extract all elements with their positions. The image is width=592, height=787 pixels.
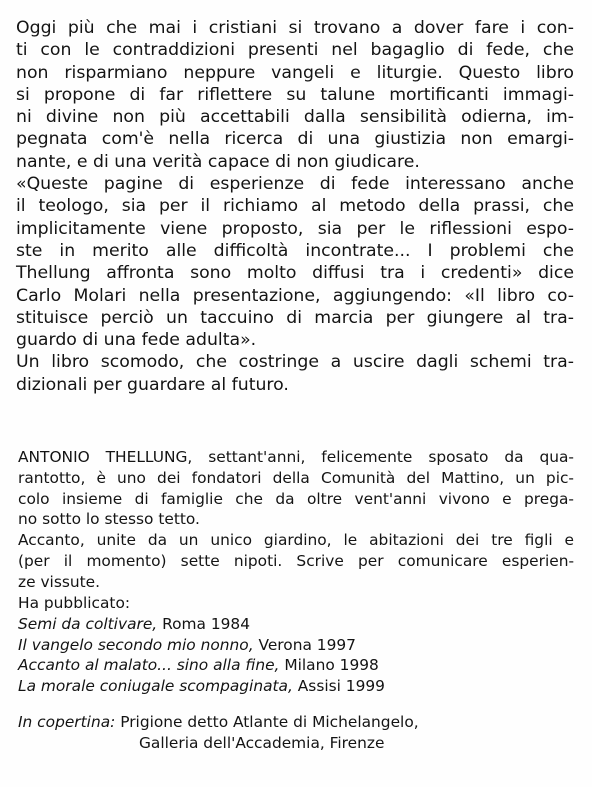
blurb-line: Oggi più che mai i cristiani si trovano a dover fare i con- [16,18,574,38]
blurb-line: si propone di far riflettere su talune mortificanti immagi- [16,84,574,105]
bio-line: Accanto, unite da un unico giardino, le abitazioni dei tre figli e [18,531,574,550]
publication-detail: Milano 1998 [279,656,379,675]
author-bio [18,447,574,593]
publications-heading: Ha pubblicato: [18,594,131,612]
publication-item [18,655,574,676]
blurb-line: ste in merito alle difficoltà incontrate... I problemi che [16,240,574,261]
blurb-line: Thellung affronta sono molto diffusi tra i credenti» dice [16,263,574,284]
blurb-line: Carlo Molari nella presentazione, aggiungendo: «Il libro co- [16,285,574,306]
publication-item [18,676,574,697]
blurb-line: Un libro scomodo, che costringe a uscire dagli schemi tra- [16,352,574,373]
blurb-line: pegnata com'è nella ricerca di una giustizia non emargi- [16,129,574,150]
blurb-line: «Queste pagine di esperienze di fede interessano anche [16,174,574,195]
blurb-line: guardo di una fede adulta». [16,330,257,351]
publication-detail: Roma 1984 [157,614,250,633]
blurb-line: ni divine non più accettabili dalla sensibilità odierna, im- [16,107,574,128]
cover-credit-artwork: Prigione detto Atlante di Michelangelo, [115,713,419,731]
blurb-line: il teologo, sia per il richiamo al metodo della prassi, che [16,196,574,217]
publication-title: Accanto al malato... sino alla fine, [18,656,280,675]
blurb-line: implicitamente viene proposto, sia per le riflessioni espo- [16,218,574,239]
bio-line: (per il momento) sette nipoti. Scrive per comunicare esperien- [18,551,574,570]
cover-credit [18,712,574,754]
publications-list [18,593,574,697]
publication-title: La morale coniugale scompaginata, [18,677,293,696]
blurb-line: nante, e di una verità capace di non giudicare. [16,151,420,172]
bio-line: rantotto, è uno dei fondatori della Comunità del Mattino, un pic- [18,468,574,487]
bio-line: colo insieme di famiglie che da oltre vent'anni vivono e prega- [18,489,574,508]
publication-item [18,635,574,656]
bio-line: ANTONIO THELLUNG, settant'anni, felicemente sposato da qua- [18,448,574,466]
publication-detail: Assisi 1999 [292,677,385,696]
blurb-line: non risparmiano neppure vangeli e liturgie. Questo libro [16,62,574,83]
bio-line: ze vissute. [18,572,101,591]
bio-line: no sotto lo stesso tetto. [18,510,200,529]
blurb-line: dizionali per guardare al futuro. [16,374,289,395]
publication-detail: Verona 1997 [253,635,356,654]
blurb-line: stituisce perciò un taccuino di marcia per giungere al tra- [16,307,574,328]
blurb-line: ti con le contraddizioni presenti nel bagaglio di fede, che [16,40,574,61]
publication-title: Il vangelo secondo mio nonno, [18,635,254,654]
cover-credit-line [18,712,574,733]
publication-item [18,614,574,635]
cover-credit-location: Galleria dell'Accademia, Firenze [139,733,385,752]
publication-title: Semi da coltivare, [18,614,158,633]
cover-credit-label: In copertina: [18,713,116,731]
book-blurb [16,17,574,396]
